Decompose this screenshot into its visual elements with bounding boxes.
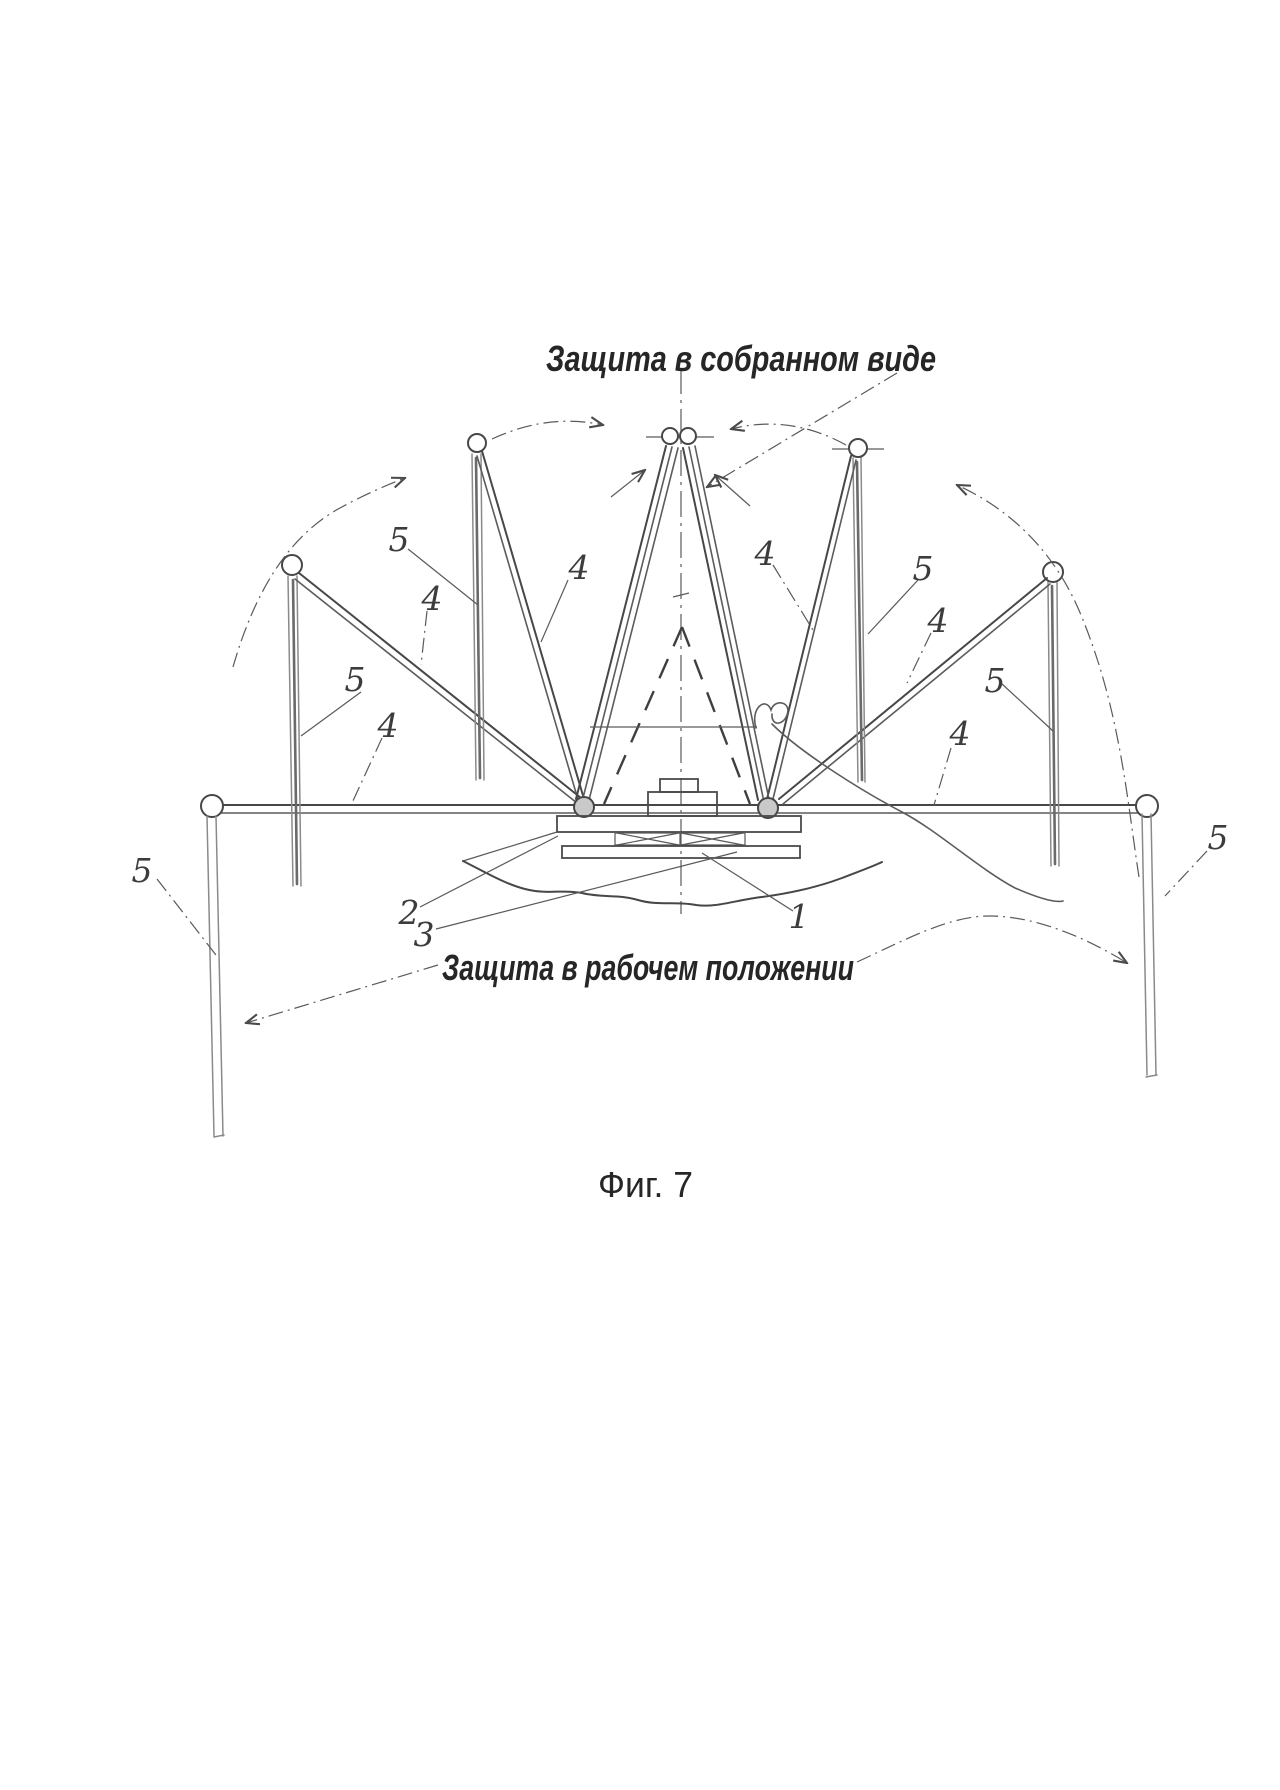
right-inner-pivot: [849, 439, 867, 457]
apex-right-rod-bundle: [683, 446, 770, 804]
pedestal: [648, 779, 717, 816]
ref-4-apex-left-rod: 4: [568, 548, 590, 587]
right-outer-leg: [1142, 814, 1157, 1077]
rail-left-joint: [201, 795, 223, 817]
left-hub: [574, 797, 594, 817]
ref-5-left-inner: 5: [388, 520, 410, 559]
ref-4-right-rail: 4: [949, 714, 971, 753]
right-inner-rod: [767, 456, 856, 803]
left-inner-rod: [477, 451, 584, 803]
right-post: [1043, 562, 1063, 866]
ref-5-right-inner: 5: [912, 549, 934, 588]
assembled-view-title: Защита в собранном виде: [546, 338, 936, 379]
right-inner-post: [832, 439, 884, 782]
ref-3: 3: [413, 915, 435, 954]
ref-5-right-post: 5: [984, 661, 1006, 700]
ref-2: 2: [398, 893, 420, 932]
figure-caption: Фиг. 7: [598, 1164, 693, 1205]
left-post: [282, 555, 302, 886]
left-outer-leg: [207, 816, 224, 1137]
apex-joint: [646, 428, 714, 444]
left-inner-pivot: [468, 434, 486, 452]
working-position-title: Защита в рабочем положении: [442, 947, 854, 988]
right-hub: [758, 798, 778, 818]
rail-right-joint: [1136, 795, 1158, 817]
left-inner-post: [468, 434, 486, 780]
ref-5-far-left: 5: [131, 851, 153, 890]
ref-4-left-rail: 4: [377, 706, 399, 745]
ref-4-left-long-rod: 4: [421, 579, 443, 618]
base-rail: [201, 795, 1158, 817]
apex-left-rod-bundle: [576, 446, 678, 804]
platform: [557, 816, 801, 858]
ref-1: 1: [788, 897, 810, 936]
ref-5-left-post: 5: [344, 660, 366, 699]
ref-4-apex-right-rod: 4: [754, 534, 776, 573]
ref-4-right-long-rod: 4: [927, 601, 949, 640]
ref-5-far-right: 5: [1207, 818, 1229, 857]
pull-cable: [755, 703, 1063, 902]
